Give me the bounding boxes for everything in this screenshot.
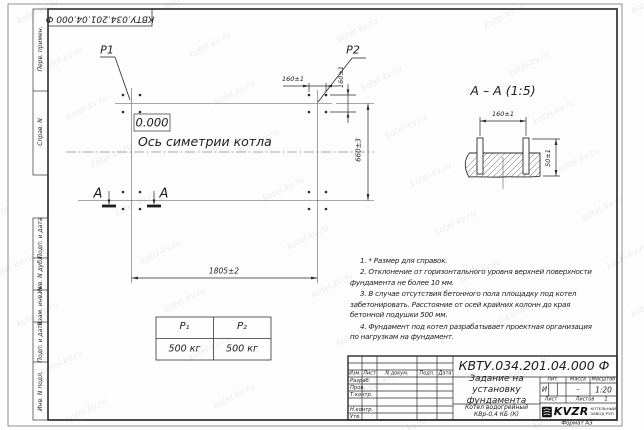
tb-col-date: Дата xyxy=(438,370,452,376)
tb-col-doc: N докум. xyxy=(385,370,409,376)
section-letter-right: А xyxy=(159,186,169,202)
tb-lit-value: И xyxy=(541,385,548,393)
logo-text: KVZR xyxy=(553,405,589,418)
tb-col-izm: Изм. xyxy=(349,370,361,376)
tb-scale-label: Масштаб xyxy=(591,376,616,383)
tb-row-tkontr: Т.контр. xyxy=(350,391,373,398)
tb-mass-value: – xyxy=(576,385,580,393)
tb-row-nkontr: Н.контр. xyxy=(350,406,374,413)
section-view-title: А – А (1:5) xyxy=(470,82,536,98)
plan-level-mark: 0.000 xyxy=(135,114,169,129)
plan-dim-1805: 1805±2 xyxy=(208,266,240,276)
tb-col-sign: Подп. xyxy=(419,370,435,376)
title-block-doc-number: КВТУ.034.201.04.000 Ф xyxy=(458,357,610,373)
section-dim-50: 50±1 xyxy=(543,149,552,167)
tb-sheets-label: Листов xyxy=(575,396,595,402)
load-table-header-p2: P₂ xyxy=(236,321,248,332)
load-table-value-p2: 500 кг xyxy=(226,343,258,355)
margin-cell-sprav-n: Справ. N xyxy=(36,118,44,146)
tb-row-prov: Пров. xyxy=(350,384,366,391)
margin-cell-vzam-inv: Взам. инв. N xyxy=(36,286,44,326)
notes-block xyxy=(350,256,600,344)
margin-cell-podp-data-1: Подп. и дата xyxy=(36,217,44,259)
logo-caption: КОТЕЛЬНЫЙ ЗАВОД РЭП xyxy=(590,406,616,416)
tb-product-line2: КВр-0,4 КБ (К) xyxy=(473,411,520,418)
tb-col-list: Лист xyxy=(363,370,376,376)
tb-row-utv: Утв. xyxy=(350,413,361,420)
tb-lit-label: Лит. xyxy=(547,376,559,383)
note-item: 3. В случае отсутствия бетонного пола площадку под котел забетонировать. Расстояние от осей крайних колонн до края бетонной подушки 500 мм. xyxy=(350,289,577,320)
tb-row-razrab: Разраб. xyxy=(350,377,371,384)
note-item: 4. Фундамент под котел разрабатывает проектная организация по нагрузкам на фундамент. xyxy=(350,321,592,342)
plan-dim-160-side: 160±1 xyxy=(336,66,345,88)
tb-sheets-value: 1 xyxy=(604,395,608,402)
load-table-header-p1: P₁ xyxy=(179,321,190,332)
plan-dim-160-top: 160±1 xyxy=(282,74,304,83)
plan-p1-label: P1 xyxy=(100,43,114,57)
plan-p2-label: P2 xyxy=(346,43,360,57)
note-item: 1. * Размер для справок. xyxy=(360,256,448,265)
tb-scale-value: 1:20 xyxy=(595,384,612,394)
margin-cell-podp-data-2: Подп. и дата xyxy=(36,321,44,363)
margin-cell-inv-podl: Инв. N подл. xyxy=(36,371,44,411)
section-dim-160: 160±1 xyxy=(492,109,514,118)
tb-sheet-label: Лист xyxy=(544,396,558,402)
kvzr-logo-icon xyxy=(542,405,552,419)
section-letter-left: А xyxy=(93,186,103,202)
margin-cell-inv-dubl: Инв. N дубл. xyxy=(36,254,44,294)
plan-dim-660: 660±3 xyxy=(354,138,363,162)
plan-axis-label: Ось симетрии котла xyxy=(138,134,272,149)
tb-document-title: Задание на установку фундамента xyxy=(466,373,527,407)
tb-mass-label: Масса xyxy=(570,376,586,383)
manufacturer-logo xyxy=(542,404,616,419)
tb-product-line1: Котел водогрейный xyxy=(465,404,528,411)
top-stamp-doc-number: КВТУ.034.201.04.000 Ф xyxy=(45,13,155,23)
format-label: Формат А3 xyxy=(561,420,593,427)
margin-cell-perv-primen: Перв. примен. xyxy=(36,26,44,72)
note-item: 2. Отклонение от горизонтального уровня верхней поверхности фундамента не более 10 мм. xyxy=(350,267,592,287)
load-table-value-p1: 500 кг xyxy=(168,343,201,355)
